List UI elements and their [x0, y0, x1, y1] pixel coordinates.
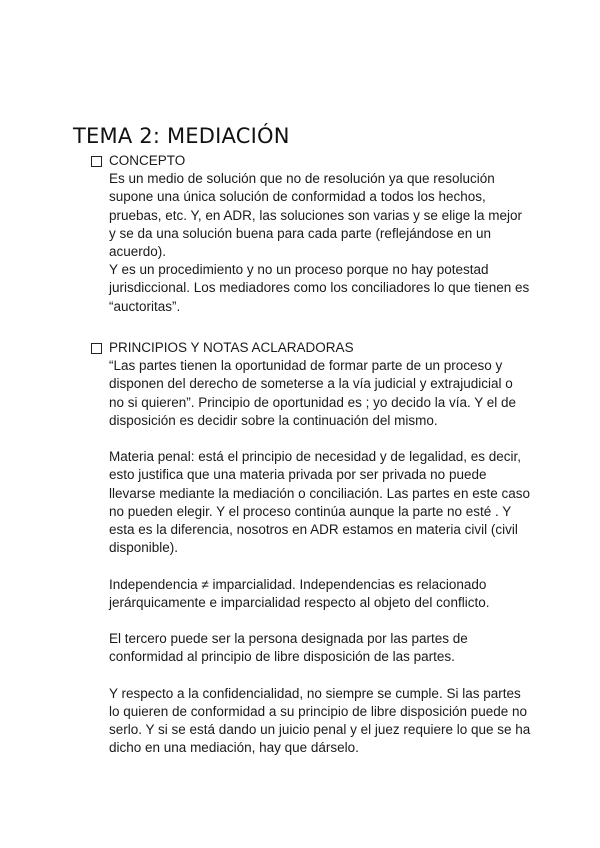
paragraph: Es un medio de solución que no de resolución ya que resolución supone una única solución de conformidad a todos los hechos, pruebas, etc. Y, en ADR, las soluciones son varias y se elige la mejor y se da una solución buena para cada parte (reflejándose en un acuerdo).: [109, 171, 522, 260]
checkbox-icon: [91, 156, 102, 167]
paragraph: “Las partes tienen la oportunidad de formar parte de un proceso y disponen del derecho de someterse a la vía judicial y extrajudicial o no si quieren”. Principio de oportunidad es ; yo decido la vía. Y el de disposición es decidir sobre la continuación del mismo.: [109, 358, 517, 428]
section-heading: [91, 152, 531, 170]
paragraph: Materia penal: está el principio de necesidad y de legalidad, es decir, esto justifica que una materia privada por ser privada no puede llevarse mediante la mediación o conciliación. Las partes en este caso no pueden elegir. Y el proceso continúa aunque la parte no esté . Y esta es la diferencia, nosotros en ADR estamos en materia civil (civil disponible).: [109, 449, 530, 556]
page-title: TEMA 2: MEDIACIÓN: [73, 124, 290, 148]
paragraph: Y respecto a la confidencialidad, no siempre se cumple. Si las partes lo quieren de conformidad a su principio de libre disposición puede no serlo. Y si se está dando un juicio penal y el juez requiere lo que se ha dicho en una mediación, hay que dárselo.: [109, 685, 531, 756]
section-heading-label: CONCEPTO: [109, 153, 186, 168]
section-principios: [91, 339, 531, 758]
paragraph: El tercero puede ser la persona designada por las partes de conformidad al principio de libre disposición de las partes.: [109, 631, 468, 665]
section-concepto: [91, 152, 531, 316]
section-heading-label: PRINCIPIOS Y NOTAS ACLARADORAS: [109, 340, 354, 355]
checkbox-icon: [91, 343, 102, 354]
section-heading: [91, 339, 531, 357]
paragraph: Independencia ≠ imparcialidad. Independencias es relacionado jerárquicamente e imparcialidad respecto al objeto del conflicto.: [109, 576, 490, 610]
section-body: [109, 170, 531, 316]
paragraph: Y es un procedimiento y no un proceso porque no hay potestad jurisdiccional. Los mediadores como los conciliadores lo que tienen es “auctoritas”.: [109, 262, 530, 314]
section-body: [109, 357, 531, 757]
